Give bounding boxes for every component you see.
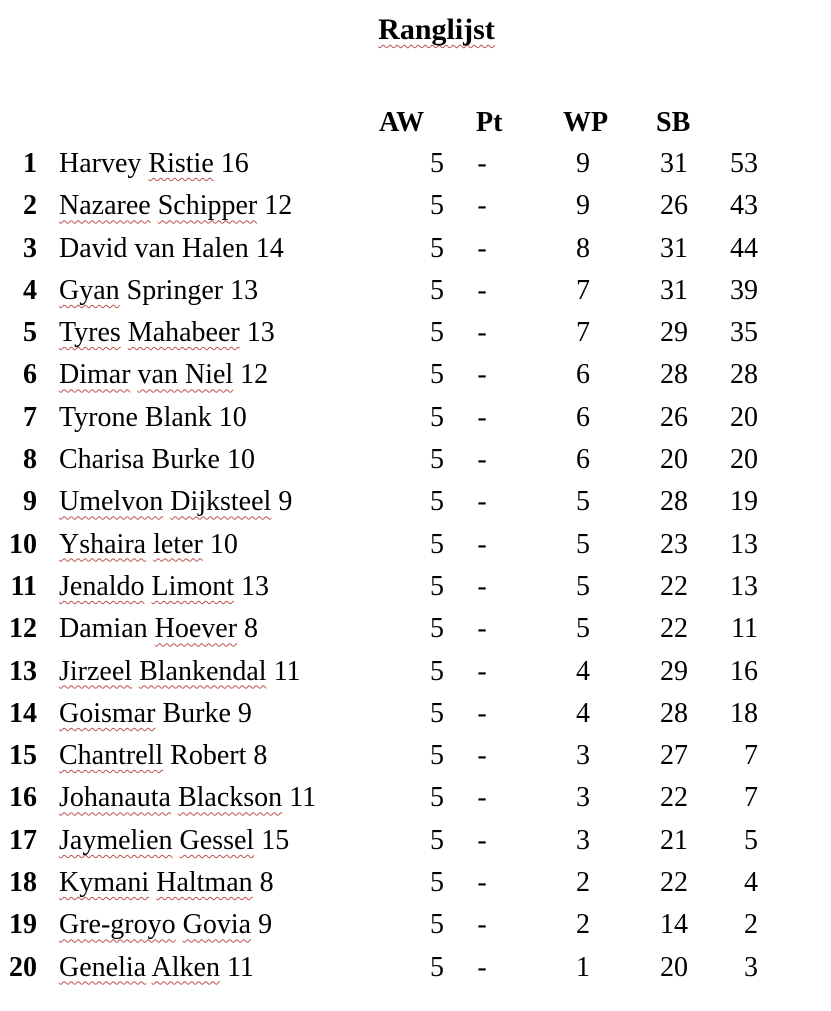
pt-cell: -	[477, 528, 487, 560]
sb-cell: 22	[660, 867, 688, 899]
player-number: 16	[220, 148, 249, 179]
player-name-cell	[59, 566, 269, 608]
rank-cell: 9	[23, 486, 37, 518]
rank-cell: 19	[9, 909, 37, 941]
pt-cell: -	[477, 951, 487, 983]
player-first-name: Jenaldo	[59, 570, 145, 602]
pt-cell: -	[477, 148, 487, 179]
player-number: 10	[218, 401, 247, 433]
pt-cell: -	[477, 359, 487, 391]
aw-cell: 5	[430, 740, 444, 772]
wp-cell: 3	[576, 740, 590, 772]
player-surname: Haltman	[156, 867, 253, 899]
wp-cell: 8	[576, 232, 590, 264]
rank-cell: 3	[23, 232, 37, 264]
player-first-name: Jirzeel	[59, 655, 133, 687]
rank-cell: 8	[23, 444, 37, 476]
table-row	[0, 608, 831, 650]
aw-cell: 5	[430, 782, 444, 814]
player-number: 15	[261, 824, 290, 856]
extra-score-cell: 13	[730, 570, 758, 602]
player-number: 9	[278, 486, 293, 518]
player-name-cell	[59, 185, 292, 227]
player-name-cell	[59, 439, 255, 481]
rank-cell: 2	[23, 190, 37, 222]
player-name-cell	[59, 777, 316, 819]
sb-cell: 23	[660, 528, 688, 560]
pt-cell: -	[477, 782, 487, 814]
wp-cell: 3	[576, 782, 590, 814]
player-number: 10	[209, 528, 238, 560]
extra-score-cell: 18	[730, 697, 758, 729]
wp-cell: 9	[576, 190, 590, 222]
wp-cell: 5	[576, 613, 590, 645]
sb-cell: 14	[660, 909, 688, 941]
pt-cell: -	[477, 613, 487, 645]
player-number: 11	[273, 655, 301, 687]
wp-cell: 5	[576, 486, 590, 518]
player-name-cell	[59, 651, 301, 693]
player-first-name: Yshaira	[59, 528, 147, 560]
extra-score-cell: 39	[730, 274, 758, 306]
player-first-name: Genelia	[59, 951, 147, 983]
rank-cell: 7	[23, 401, 37, 433]
extra-score-cell: 11	[731, 613, 758, 645]
wp-cell: 2	[576, 867, 590, 899]
table-row	[0, 312, 831, 354]
aw-cell: 5	[430, 401, 444, 433]
table-row	[0, 651, 831, 693]
wp-cell: 2	[576, 909, 590, 941]
player-surname: Blank	[144, 401, 212, 433]
wp-cell: 7	[576, 317, 590, 349]
player-name-cell	[59, 608, 258, 650]
extra-score-cell: 19	[730, 486, 758, 518]
table-row	[0, 270, 831, 312]
wp-cell: 6	[576, 359, 590, 391]
pt-cell: -	[477, 317, 487, 349]
wp-cell: 5	[576, 570, 590, 602]
player-surname: Springer	[126, 274, 224, 306]
player-name-cell	[59, 143, 249, 185]
aw-cell: 5	[430, 148, 444, 179]
player-surname: Blackson	[177, 782, 283, 814]
player-number: 8	[259, 867, 274, 899]
player-surname: Gessel	[179, 824, 255, 856]
wp-cell: 4	[576, 697, 590, 729]
aw-cell: 5	[430, 655, 444, 687]
player-name-cell	[59, 228, 284, 270]
sb-cell: 28	[660, 486, 688, 518]
table-row	[0, 777, 831, 819]
table-row	[0, 904, 831, 946]
aw-cell: 5	[430, 317, 444, 349]
player-first-name: Harvey	[59, 148, 142, 179]
aw-cell: 5	[430, 486, 444, 518]
extra-score-cell: 35	[730, 317, 758, 349]
table-row	[0, 397, 831, 439]
player-surname: leter	[153, 528, 203, 560]
sb-cell: 20	[660, 951, 688, 983]
table-row	[0, 228, 831, 270]
player-name-cell	[59, 481, 292, 523]
player-surname: Alken	[151, 951, 220, 983]
pt-cell: -	[477, 740, 487, 772]
extra-score-cell: 16	[730, 655, 758, 687]
table-row	[0, 820, 831, 862]
player-number: 9	[258, 909, 273, 941]
table-row	[0, 524, 831, 566]
extra-score-cell: 5	[744, 824, 758, 856]
table-row	[0, 735, 831, 777]
pt-cell: -	[477, 232, 487, 264]
player-first-name: David	[59, 232, 128, 264]
header-pt: Pt	[476, 107, 503, 138]
sb-cell: 21	[660, 824, 688, 856]
extra-score-cell: 53	[730, 148, 758, 179]
rank-cell: 10	[9, 528, 37, 560]
player-number: 14	[255, 232, 284, 264]
table-row	[0, 185, 831, 227]
pt-cell: -	[477, 655, 487, 687]
aw-cell: 5	[430, 444, 444, 476]
player-first-name: Tyrone	[59, 401, 138, 433]
player-surname: Mahabeer	[127, 317, 240, 349]
extra-score-cell: 3	[744, 951, 758, 983]
player-number: 13	[246, 317, 275, 349]
table-row	[0, 481, 831, 523]
player-name-cell	[59, 904, 272, 946]
rank-cell: 15	[9, 740, 37, 772]
aw-cell: 5	[430, 909, 444, 941]
player-number: 11	[289, 782, 317, 814]
sb-cell: 26	[660, 190, 688, 222]
rank-cell: 20	[9, 951, 37, 983]
pt-cell: -	[477, 401, 487, 433]
title-text: Ranglijst	[378, 13, 495, 46]
player-number: 12	[264, 190, 293, 222]
pt-cell: -	[477, 190, 487, 222]
player-first-name: Gyan	[59, 274, 120, 306]
player-surname: Schipper	[157, 190, 258, 222]
table-row	[0, 693, 831, 735]
extra-score-cell: 43	[730, 190, 758, 222]
wp-cell: 9	[576, 148, 590, 179]
header-wp: WP	[563, 107, 609, 138]
player-name-cell	[59, 312, 275, 354]
player-surname: Burke	[162, 697, 231, 729]
pt-cell: -	[477, 274, 487, 306]
aw-cell: 5	[430, 951, 444, 983]
player-name-cell	[59, 947, 254, 989]
player-surname: Dijksteel	[170, 486, 272, 518]
player-first-name: Charisa	[59, 444, 145, 476]
rank-cell: 12	[9, 613, 37, 645]
player-name-cell	[59, 524, 238, 566]
player-first-name: Umelvon	[59, 486, 164, 518]
aw-cell: 5	[430, 232, 444, 264]
extra-score-cell: 20	[730, 401, 758, 433]
player-number: 10	[226, 444, 255, 476]
aw-cell: 5	[430, 570, 444, 602]
player-first-name: Nazaree	[59, 190, 151, 222]
sb-cell: 31	[660, 148, 688, 179]
sb-cell: 28	[660, 359, 688, 391]
wp-cell: 4	[576, 655, 590, 687]
player-number: 11	[226, 951, 254, 983]
player-number: 9	[237, 697, 252, 729]
rank-cell: 1	[23, 148, 37, 179]
sb-cell: 22	[660, 782, 688, 814]
table-row	[0, 862, 831, 904]
rank-cell: 13	[9, 655, 37, 687]
player-name-cell	[59, 397, 247, 439]
sb-cell: 26	[660, 401, 688, 433]
player-name-cell	[59, 820, 289, 862]
rank-cell: 17	[9, 824, 37, 856]
sb-cell: 27	[660, 740, 688, 772]
pt-cell: -	[477, 867, 487, 899]
player-surname: Hoever	[154, 613, 238, 645]
extra-score-cell: 28	[730, 359, 758, 391]
player-surname: Burke	[151, 444, 220, 476]
extra-score-cell: 4	[744, 867, 758, 899]
sb-cell: 31	[660, 232, 688, 264]
player-number: 12	[240, 359, 269, 391]
wp-cell: 7	[576, 274, 590, 306]
table-row	[0, 143, 831, 185]
wp-cell: 6	[576, 444, 590, 476]
pt-cell: -	[477, 570, 487, 602]
sb-cell: 31	[660, 274, 688, 306]
pt-cell: -	[477, 486, 487, 518]
wp-cell: 5	[576, 528, 590, 560]
rank-cell: 4	[23, 274, 37, 306]
player-name-cell	[59, 862, 274, 904]
player-number: 13	[230, 274, 259, 306]
page-title	[0, 10, 831, 50]
player-surname: Limont	[151, 570, 234, 602]
aw-cell: 5	[430, 824, 444, 856]
player-surname: Blankendal	[139, 655, 267, 687]
table-row	[0, 354, 831, 396]
pt-cell: -	[477, 909, 487, 941]
sb-cell: 28	[660, 697, 688, 729]
aw-cell: 5	[430, 613, 444, 645]
player-first-name: Chantrell	[59, 740, 164, 772]
rank-cell: 6	[23, 359, 37, 391]
player-name-cell	[59, 354, 268, 396]
sb-cell: 22	[660, 570, 688, 602]
rank-cell: 18	[9, 867, 37, 899]
player-name-cell	[59, 693, 252, 735]
extra-score-cell: 44	[730, 232, 758, 264]
table-row	[0, 439, 831, 481]
player-first-name: Tyres	[59, 317, 121, 349]
sb-cell: 22	[660, 613, 688, 645]
player-name-cell	[59, 735, 267, 777]
pt-cell: -	[477, 697, 487, 729]
player-first-name: Jaymelien	[59, 824, 173, 856]
aw-cell: 5	[430, 867, 444, 899]
player-first-name: Dimar	[59, 359, 131, 391]
player-first-name: Kymani	[59, 867, 150, 899]
table-row	[0, 947, 831, 989]
player-number: 13	[240, 570, 269, 602]
player-surname: van Halen	[134, 232, 249, 264]
aw-cell: 5	[430, 697, 444, 729]
extra-score-cell: 13	[730, 528, 758, 560]
pt-cell: -	[477, 444, 487, 476]
table-row	[0, 566, 831, 608]
player-first-name: Goismar	[59, 697, 156, 729]
rank-cell: 11	[10, 570, 37, 602]
aw-cell: 5	[430, 528, 444, 560]
extra-score-cell: 20	[730, 444, 758, 476]
rank-cell: 14	[9, 697, 37, 729]
header-sb: SB	[656, 107, 691, 138]
sb-cell: 29	[660, 317, 688, 349]
player-name-cell	[59, 270, 258, 312]
player-surname: Ristie	[148, 148, 214, 179]
wp-cell: 1	[576, 951, 590, 983]
player-surname: Robert	[170, 740, 247, 772]
extra-score-cell: 7	[744, 782, 758, 814]
player-surname: van Niel	[137, 359, 234, 391]
wp-cell: 3	[576, 824, 590, 856]
player-surname: Govia	[182, 909, 252, 941]
sb-cell: 29	[660, 655, 688, 687]
extra-score-cell: 2	[744, 909, 758, 941]
player-first-name: Gre-groyo	[59, 909, 176, 941]
player-number: 8	[244, 613, 259, 645]
wp-cell: 6	[576, 401, 590, 433]
aw-cell: 5	[430, 190, 444, 222]
sb-cell: 20	[660, 444, 688, 476]
aw-cell: 5	[430, 359, 444, 391]
extra-score-cell: 7	[744, 740, 758, 772]
pt-cell: -	[477, 824, 487, 856]
header-aw: AW	[379, 107, 425, 138]
ranking-table	[0, 143, 831, 989]
player-number: 8	[253, 740, 268, 772]
aw-cell: 5	[430, 274, 444, 306]
rank-cell: 16	[9, 782, 37, 814]
player-first-name: Damian	[59, 613, 148, 645]
rank-cell: 5	[23, 317, 37, 349]
player-first-name: Johanauta	[59, 782, 171, 814]
